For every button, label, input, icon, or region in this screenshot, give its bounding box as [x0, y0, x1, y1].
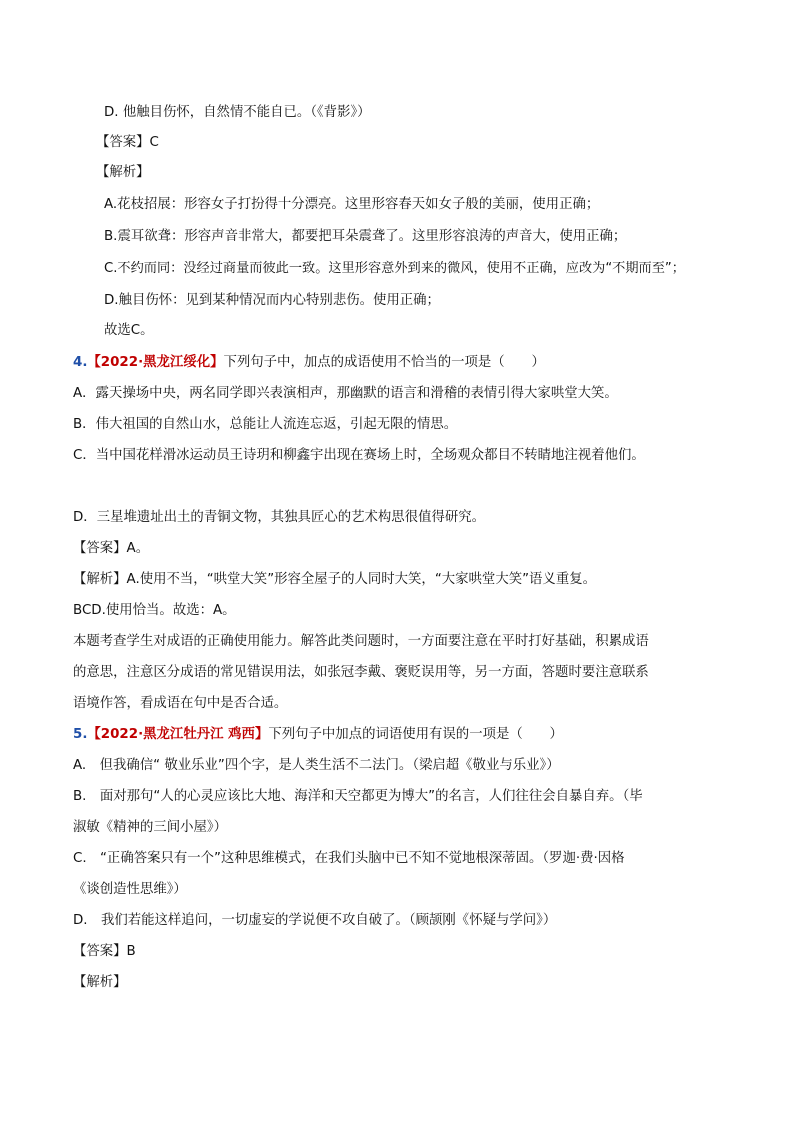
analysis-line: C.不约而同：没经过商量而彼此一致。这里形容意外到来的微风，使用不正确，应改为“不期而至”；: [104, 261, 685, 276]
answer: 【答案】C: [96, 135, 159, 150]
question-number: 5.: [73, 727, 88, 742]
analysis-line: B.震耳欲聋：形容声音非常大，都要把耳朵震聋了。这里形容浪涛的声音大，使用正确；: [104, 229, 627, 244]
option-d: D．三星堆遗址出土的青铜文物，其独具匠心的艺术构思很值得研究。: [73, 510, 486, 525]
analysis-2: BCD.使用恰当。故选：A。: [73, 603, 236, 618]
option-b: B．伟大祖国的自然山水，总能让人流连忘返，引起无限的情思。: [73, 417, 458, 432]
option-c: C．当中国花样滑冰运动员王诗玥和柳鑫宇出现在赛场上时，全场观众都目不转睛地注视着他们。: [73, 448, 645, 463]
question-5: [73, 726, 563, 744]
answer: 【答案】B: [73, 944, 136, 959]
question-source: 【2022·黑龙江绥化】: [87, 355, 224, 370]
analysis: 【解析】A.使用不当，“哄堂大笑”形容全屋子的人同时大笑，“大家哄堂大笑”语义重复。: [73, 572, 596, 587]
question-stem: 下列句子中，加点的成语使用不恰当的一项是（ ）: [223, 355, 545, 370]
note-line: 的意思，注意区分成语的常见错误用法，如张冠李戴、褒贬误用等，另一方面，答题时要注意联系: [73, 665, 649, 680]
analysis-label: 【解析】: [73, 975, 127, 990]
conclusion: 故选C。: [104, 323, 154, 338]
option-d: D. 他触目伤怀，自然情不能自已。（《背影》）: [104, 105, 371, 120]
question-source: 【2022·黑龙江牡丹江 鸡西】: [87, 727, 269, 742]
analysis-label: 【解析】: [96, 165, 150, 180]
option-c-cont: 《谈创造性思维》）: [73, 882, 187, 897]
question-stem: 下列句子中加点的词语使用有误的一项是（ ）: [268, 727, 563, 742]
answer: 【答案】A。: [73, 541, 150, 556]
analysis-line: D.触目伤怀：见到某种情况而内心特别悲伤。使用正确；: [104, 293, 440, 308]
option-a: A. 但我确信“ 敬业乐业”四个字，是人类生活不二法门。（梁启超《敬业与乐业》）: [73, 758, 560, 773]
option-b-cont: 淑敏《精神的三间小屋》）: [73, 820, 227, 835]
question-number: 4.: [73, 355, 88, 370]
option-a: A．露天操场中央，两名同学即兴表演相声，那幽默的语言和滑稽的表情引得大家哄堂大笑。: [73, 386, 618, 401]
note-line: 本题考查学生对成语的正确使用能力。解答此类问题时，一方面要注意在平时打好基础，积累成语: [73, 634, 649, 649]
option-b: B. 面对那句“人的心灵应该比大地、海洋和天空都更为博大”的名言，人们往往会自暴自弃。（毕: [73, 789, 643, 804]
option-d: D. 我们若能这样追问，一切虚妄的学说便不攻自破了。（顾颉刚《怀疑与学问》）: [73, 913, 557, 928]
note-line: 语境作答，看成语在句中是否合适。: [73, 696, 288, 711]
option-c: C. “正确答案只有一个”这种思维模式，在我们头脑中已不知不觉地根深蒂固。（罗迦·费·因格: [73, 851, 625, 866]
analysis-line: A.花枝招展：形容女子打扮得十分漂亮。这里形容春天如女子般的美丽，使用正确；: [104, 197, 600, 212]
question-4: [73, 354, 545, 372]
